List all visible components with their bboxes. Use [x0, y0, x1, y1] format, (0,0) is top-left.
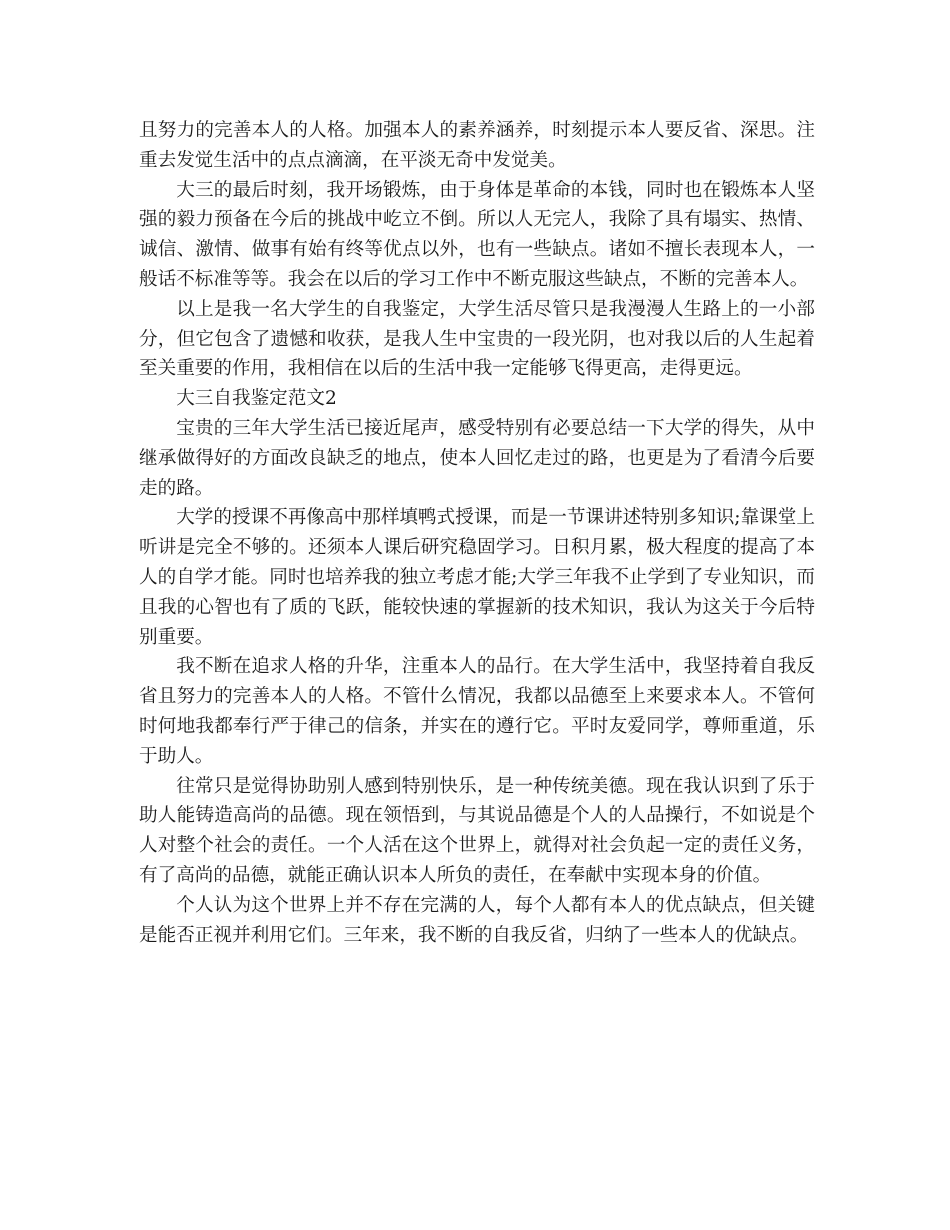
paragraph-conclusion: 以上是我一名大学生的自我鉴定，大学生活尽管只是我漫漫人生路上的一小部分，但它包含了遗憾和收获，是我人生中宝贵的一段光阴，也对我以后的人生起着至关重要的作用，我相信在以后的生活中我一定能够飞得更高，走得更远。 — [139, 298, 815, 380]
paragraph-helping-others: 往常只是觉得协助别人感到特别快乐，是一种传统美德。现在我认识到了乐于助人能铸造高尚的品德。现在领悟到，与其说品德是个人的人品操行，不如说是个人对整个社会的责任。一个人活在这个世界上，就得对社会负起一定的责任义务，有了高尚的品德，就能正确认识本人所负的责任，在奉献中实现本身的价值。 — [139, 775, 815, 886]
document-body — [139, 116, 815, 950]
paragraph-intro: 宝贵的三年大学生活已接近尾声，感受特别有必要总结一下大学的得失，从中继承做得好的方面改良缺乏的地点，使本人回忆走过的路，也更是为了看清今后要走的路。 — [139, 417, 815, 499]
paragraph-self-reflection: 个人认为这个世界上并不存在完满的人，每个人都有本人的优点缺点，但关键是能否正视并利用它们。三年来，我不断的自我反省，归纳了一些本人的优缺点。 — [139, 894, 815, 946]
paragraph-study: 大学的授课不再像高中那样填鸭式授课，而是一节课讲述特别多知识;靠课堂上听讲是完全不够的。还须本人课后研究稳固学习。日积月累，极大程度的提高了本人的自学才能。同时也培养我的独立考虑才能;大学三年我不止学到了专业知识，而且我的心智也有了质的飞跃，能较快速的掌握新的技术知识，我认为这关于今后特别重要。 — [139, 507, 815, 648]
paragraph-character: 我不断在追求人格的升华，注重本人的品行。在大学生活中，我坚持着自我反省且努力的完善本人的人格。不管什么情况，我都以品德至上来要求本人。不管何时何地我都奉行严于律己的信条，并实在的遵行它。平时友爱同学，尊师重道，乐于助人。 — [139, 656, 815, 767]
paragraph-final-moments: 大三的最后时刻，我开场锻炼，由于身体是革命的本钱，同时也在锻炼本人坚强的毅力预备在今后的挑战中屹立不倒。所以人无完人，我除了具有塌实、热情、诚信、激情、做事有始有终等优点以外，也有一些缺点。诸如不擅长表现本人，一般话不标准等等。我会在以后的学习工作中不断克服这些缺点，不断的完善本人。 — [139, 179, 815, 290]
paragraph-continuation: 且努力的完善本人的人格。加强本人的素养涵养，时刻提示本人要反省、深思。注重去发觉生活中的点点滴滴，在平淡无奇中发觉美。 — [139, 120, 815, 171]
section-heading: 大三自我鉴定范文2 — [176, 388, 337, 410]
